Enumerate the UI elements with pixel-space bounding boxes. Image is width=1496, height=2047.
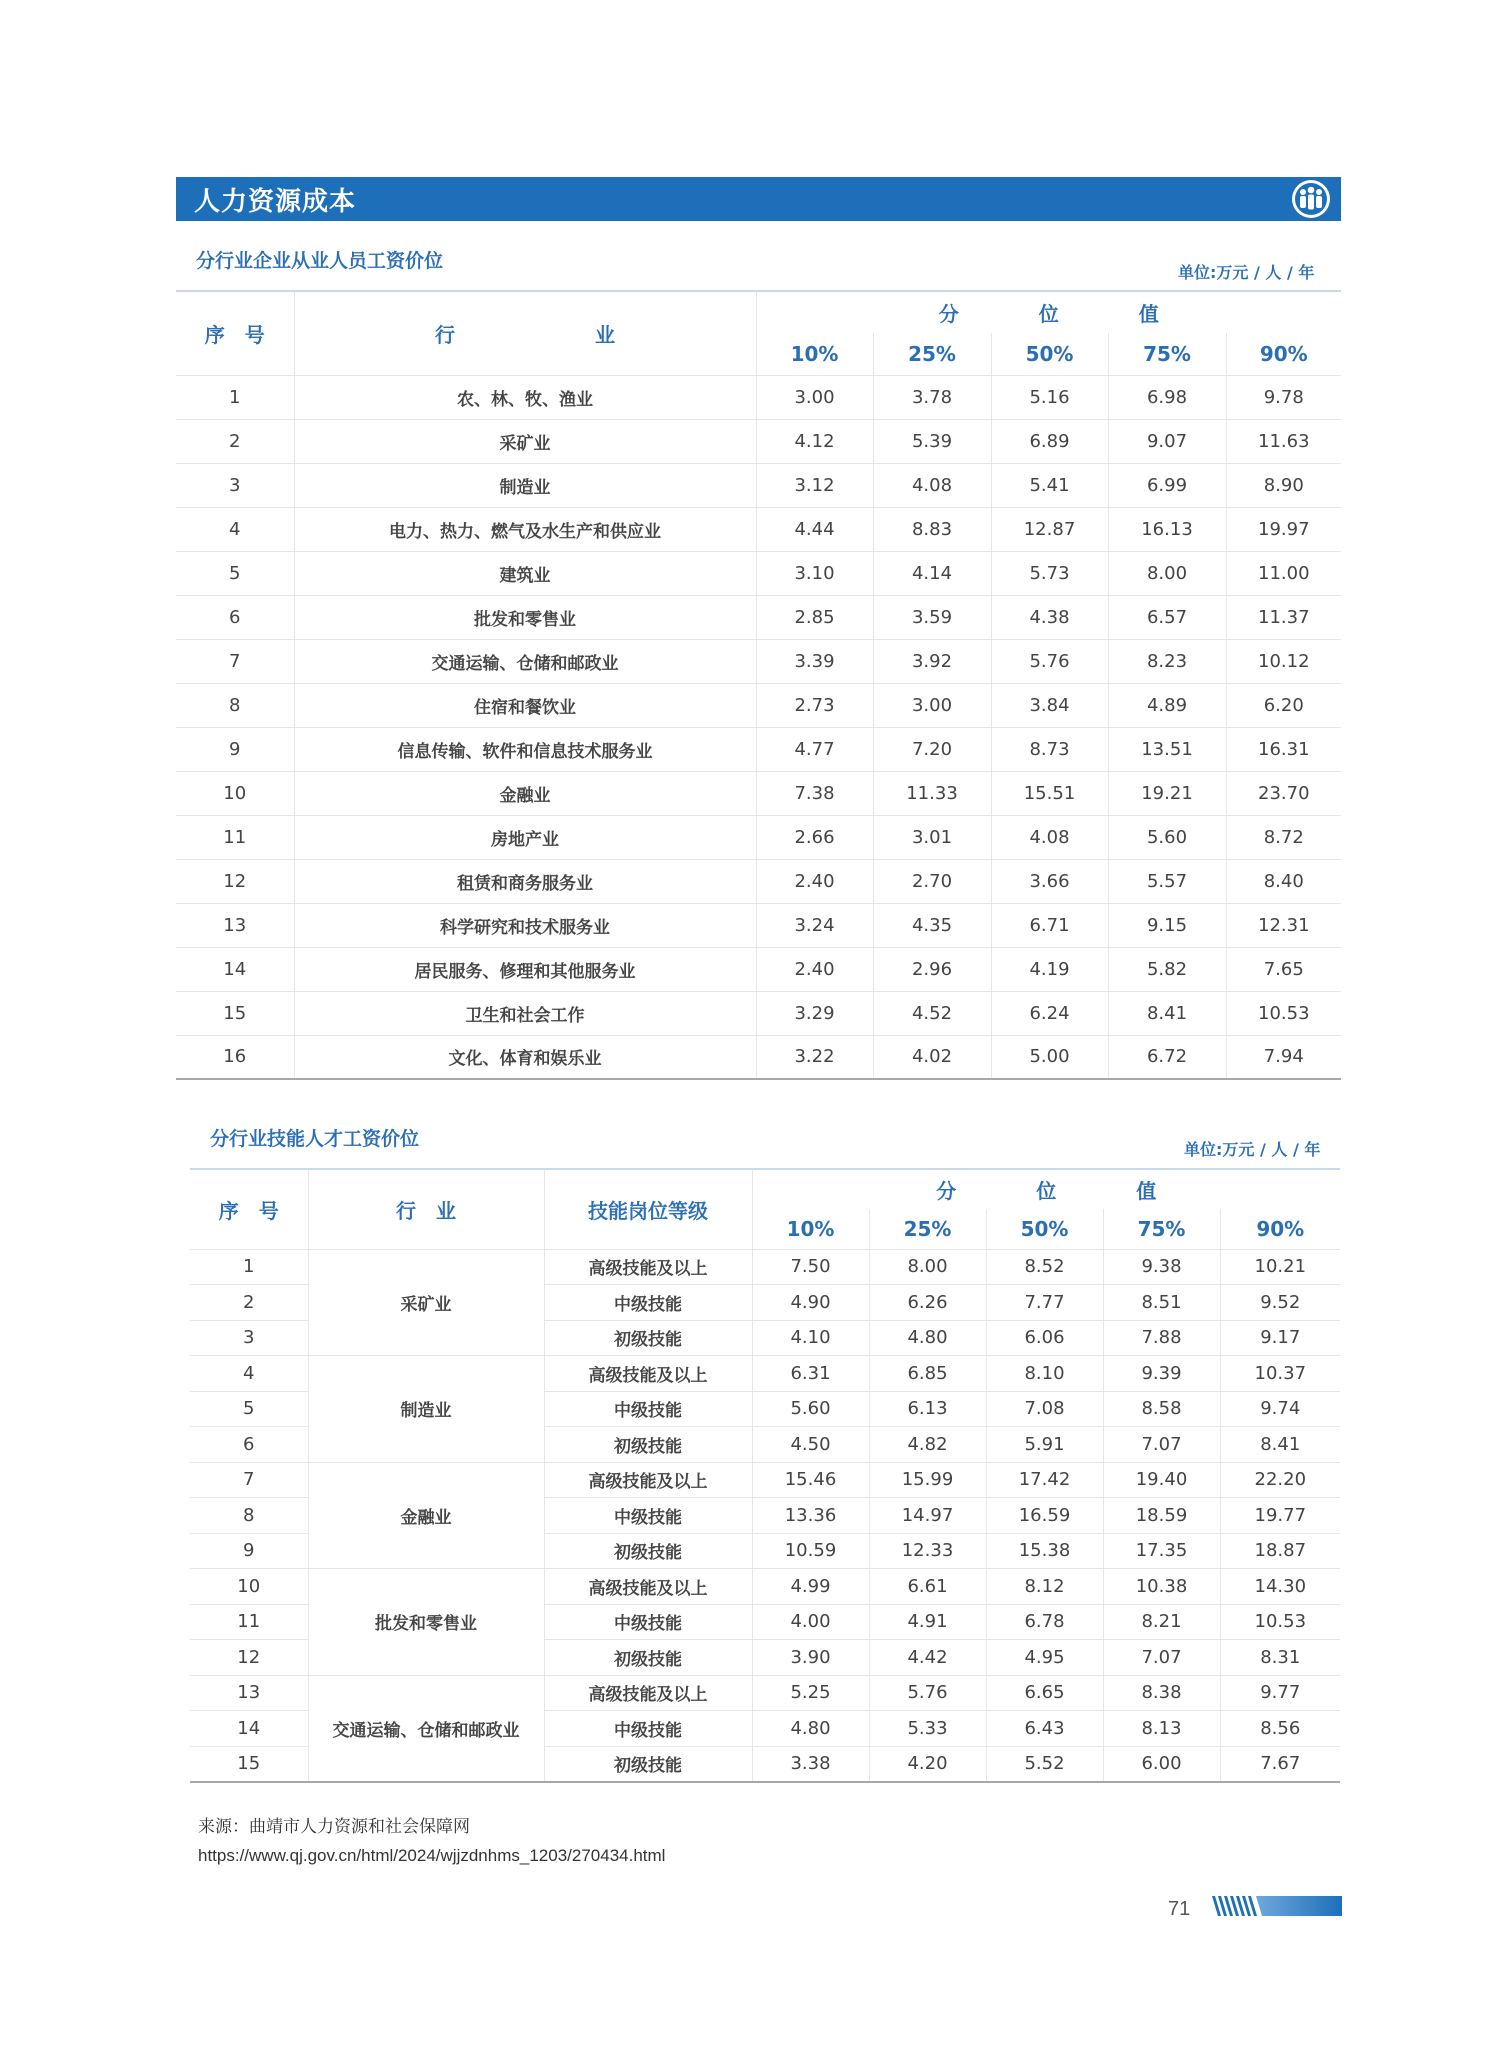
wage-value: 4.82 — [869, 1427, 986, 1463]
wage-value: 3.38 — [752, 1746, 869, 1782]
skill-level: 高级技能及以上 — [544, 1249, 752, 1285]
wage-value: 14.30 — [1220, 1569, 1340, 1605]
table-row — [176, 463, 1341, 507]
wage-value: 10.53 — [1226, 991, 1341, 1035]
percentile-header: 50% — [986, 1209, 1103, 1249]
wage-value: 5.41 — [991, 463, 1108, 507]
wage-value: 16.13 — [1108, 507, 1226, 551]
table-row — [176, 683, 1341, 727]
percentile-header: 25% — [873, 333, 991, 375]
wage-value: 8.00 — [1108, 551, 1226, 595]
wage-value: 9.78 — [1226, 375, 1341, 419]
wage-value: 6.78 — [986, 1604, 1103, 1640]
wage-value: 11.00 — [1226, 551, 1341, 595]
wage-value: 8.41 — [1220, 1427, 1340, 1463]
wage-value: 7.50 — [752, 1249, 869, 1285]
wage-value: 9.38 — [1103, 1249, 1220, 1285]
wage-value: 4.38 — [991, 595, 1108, 639]
percentile-header: 75% — [1108, 333, 1226, 375]
industry-wage-table — [176, 290, 1341, 1080]
wage-value: 9.07 — [1108, 419, 1226, 463]
row-number: 2 — [176, 419, 294, 463]
industry-name: 居民服务、修理和其他服务业 — [294, 947, 756, 991]
row-number: 3 — [176, 463, 294, 507]
wage-value: 2.85 — [756, 595, 873, 639]
wage-value: 11.33 — [873, 771, 991, 815]
wage-value: 8.90 — [1226, 463, 1341, 507]
wage-value: 6.43 — [986, 1711, 1103, 1747]
wage-value: 8.21 — [1103, 1604, 1220, 1640]
wage-value: 9.77 — [1220, 1675, 1340, 1711]
wage-value: 5.39 — [873, 419, 991, 463]
wage-value: 18.59 — [1103, 1498, 1220, 1534]
banner-title: 人力资源成本 — [194, 186, 357, 217]
row-number: 14 — [190, 1711, 308, 1747]
wage-value: 4.77 — [756, 727, 873, 771]
wage-value: 8.41 — [1108, 991, 1226, 1035]
skill-level: 中级技能 — [544, 1498, 752, 1534]
row-number: 4 — [190, 1356, 308, 1392]
wage-value: 8.13 — [1103, 1711, 1220, 1747]
wage-value: 4.02 — [873, 1035, 991, 1079]
wage-value: 4.80 — [869, 1320, 986, 1356]
wage-value: 4.08 — [991, 815, 1108, 859]
row-number: 11 — [176, 815, 294, 859]
wage-value: 3.00 — [873, 683, 991, 727]
table-row — [176, 947, 1341, 991]
wage-value: 3.90 — [752, 1640, 869, 1676]
wage-value: 7.88 — [1103, 1320, 1220, 1356]
table-row — [176, 551, 1341, 595]
wage-value: 5.25 — [752, 1675, 869, 1711]
row-number: 12 — [176, 859, 294, 903]
wage-value: 4.44 — [756, 507, 873, 551]
wage-value: 5.16 — [991, 375, 1108, 419]
wage-value: 2.96 — [873, 947, 991, 991]
wage-value: 6.00 — [1103, 1746, 1220, 1782]
table-row — [176, 815, 1341, 859]
wage-value: 4.89 — [1108, 683, 1226, 727]
wage-value: 5.76 — [869, 1675, 986, 1711]
row-number: 9 — [190, 1533, 308, 1569]
wage-value: 3.24 — [756, 903, 873, 947]
row-number: 15 — [176, 991, 294, 1035]
wage-value: 7.65 — [1226, 947, 1341, 991]
wage-value: 23.70 — [1226, 771, 1341, 815]
wage-value: 19.77 — [1220, 1498, 1340, 1534]
wage-value: 12.33 — [869, 1533, 986, 1569]
wage-value: 6.85 — [869, 1356, 986, 1392]
wage-value: 7.07 — [1103, 1640, 1220, 1676]
skill-wage-table — [190, 1168, 1340, 1783]
skill-level: 中级技能 — [544, 1711, 752, 1747]
industry-name: 制造业 — [294, 463, 756, 507]
skill-level: 中级技能 — [544, 1285, 752, 1321]
wage-value: 7.77 — [986, 1285, 1103, 1321]
wage-value: 8.83 — [873, 507, 991, 551]
industry-name: 批发和零售业 — [294, 595, 756, 639]
wage-value: 16.59 — [986, 1498, 1103, 1534]
percentile-group-header: 分 位 值 — [938, 302, 1159, 326]
skill-level: 初级技能 — [544, 1746, 752, 1782]
wage-value: 3.59 — [873, 595, 991, 639]
wage-value: 17.35 — [1103, 1533, 1220, 1569]
row-number: 3 — [190, 1320, 308, 1356]
row-number: 13 — [176, 903, 294, 947]
wage-value: 3.39 — [756, 639, 873, 683]
wage-value: 2.40 — [756, 947, 873, 991]
table-row — [176, 375, 1341, 419]
row-number: 2 — [190, 1285, 308, 1321]
wage-value: 10.37 — [1220, 1356, 1340, 1392]
source-note — [198, 1812, 665, 1870]
percentile-header: 75% — [1103, 1209, 1220, 1249]
table-row — [176, 1035, 1341, 1079]
wage-value: 3.92 — [873, 639, 991, 683]
wage-value: 16.31 — [1226, 727, 1341, 771]
row-number: 12 — [190, 1640, 308, 1676]
table-row — [176, 419, 1341, 463]
wage-value: 7.38 — [756, 771, 873, 815]
table-row — [176, 639, 1341, 683]
industry-header: 行 业 — [308, 1169, 544, 1249]
people-group-icon — [1291, 179, 1331, 219]
source-url: https://www.qj.gov.cn/html/2024/wjjzdnhms_1203/270434.html — [198, 1846, 666, 1865]
industry-header: 行 业 — [294, 291, 756, 375]
wage-value: 5.91 — [986, 1427, 1103, 1463]
skill-level: 中级技能 — [544, 1391, 752, 1427]
wage-value: 6.61 — [869, 1569, 986, 1605]
wage-value: 10.53 — [1220, 1604, 1340, 1640]
skill-level: 高级技能及以上 — [544, 1675, 752, 1711]
wage-value: 3.01 — [873, 815, 991, 859]
skill-level: 初级技能 — [544, 1427, 752, 1463]
skill-level-header: 技能岗位等级 — [544, 1169, 752, 1249]
wage-value: 8.52 — [986, 1249, 1103, 1285]
row-number: 8 — [190, 1498, 308, 1534]
wage-value: 18.87 — [1220, 1533, 1340, 1569]
wage-value: 8.73 — [991, 727, 1108, 771]
wage-value: 2.73 — [756, 683, 873, 727]
wage-value: 2.40 — [756, 859, 873, 903]
table-row — [190, 1462, 1340, 1498]
industry-name: 交通运输、仓储和邮政业 — [308, 1675, 544, 1782]
wage-value: 9.17 — [1220, 1320, 1340, 1356]
wage-value: 5.52 — [986, 1746, 1103, 1782]
wage-value: 15.99 — [869, 1462, 986, 1498]
wage-value: 4.12 — [756, 419, 873, 463]
wage-value: 6.98 — [1108, 375, 1226, 419]
table-row — [190, 1356, 1340, 1392]
wage-value: 4.14 — [873, 551, 991, 595]
wage-value: 6.71 — [991, 903, 1108, 947]
wage-value: 9.52 — [1220, 1285, 1340, 1321]
wage-value: 4.91 — [869, 1604, 986, 1640]
wage-value: 12.87 — [991, 507, 1108, 551]
wage-value: 7.08 — [986, 1391, 1103, 1427]
wage-value: 8.38 — [1103, 1675, 1220, 1711]
section-banner — [176, 177, 1341, 221]
table-row — [176, 903, 1341, 947]
wage-value: 3.22 — [756, 1035, 873, 1079]
wage-value: 3.12 — [756, 463, 873, 507]
wage-value: 6.24 — [991, 991, 1108, 1035]
row-number: 10 — [176, 771, 294, 815]
wage-value: 9.74 — [1220, 1391, 1340, 1427]
wage-value: 22.20 — [1220, 1462, 1340, 1498]
wage-value: 4.08 — [873, 463, 991, 507]
percentile-header: 90% — [1220, 1209, 1340, 1249]
section2-unit: 单位:万元 / 人 / 年 — [1184, 1140, 1321, 1159]
wage-value: 8.12 — [986, 1569, 1103, 1605]
percentile-header: 90% — [1226, 333, 1341, 375]
wage-value: 6.20 — [1226, 683, 1341, 727]
wage-value: 10.38 — [1103, 1569, 1220, 1605]
wage-value: 5.57 — [1108, 859, 1226, 903]
wage-value: 4.19 — [991, 947, 1108, 991]
industry-name: 房地产业 — [294, 815, 756, 859]
wage-value: 6.99 — [1108, 463, 1226, 507]
row-number: 16 — [176, 1035, 294, 1079]
row-number: 6 — [190, 1427, 308, 1463]
section1-title: 分行业企业从业人员工资价位 — [196, 250, 444, 272]
row-number: 8 — [176, 683, 294, 727]
wage-value: 4.52 — [873, 991, 991, 1035]
section1-unit: 单位:万元 / 人 / 年 — [1178, 263, 1315, 282]
row-number: 4 — [176, 507, 294, 551]
wage-value: 8.31 — [1220, 1640, 1340, 1676]
row-number: 9 — [176, 727, 294, 771]
industry-name: 农、林、牧、渔业 — [294, 375, 756, 419]
wage-value: 7.07 — [1103, 1427, 1220, 1463]
wage-value: 7.20 — [873, 727, 991, 771]
wage-value: 19.97 — [1226, 507, 1341, 551]
wage-value: 17.42 — [986, 1462, 1103, 1498]
wage-value: 6.57 — [1108, 595, 1226, 639]
wage-value: 15.46 — [752, 1462, 869, 1498]
wage-value: 8.58 — [1103, 1391, 1220, 1427]
industry-name: 信息传输、软件和信息技术服务业 — [294, 727, 756, 771]
wage-value: 6.89 — [991, 419, 1108, 463]
industry-name: 金融业 — [294, 771, 756, 815]
wage-value: 5.00 — [991, 1035, 1108, 1079]
wage-value: 5.73 — [991, 551, 1108, 595]
table-row — [190, 1249, 1340, 1285]
wage-value: 5.60 — [1108, 815, 1226, 859]
row-number: 14 — [176, 947, 294, 991]
wage-value: 5.60 — [752, 1391, 869, 1427]
percentile-group-header: 分 位 值 — [936, 1179, 1157, 1203]
wage-value: 6.06 — [986, 1320, 1103, 1356]
wage-value: 10.21 — [1220, 1249, 1340, 1285]
wage-value: 8.51 — [1103, 1285, 1220, 1321]
table-row — [176, 595, 1341, 639]
wage-value: 7.67 — [1220, 1746, 1340, 1782]
row-number: 6 — [176, 595, 294, 639]
wage-value: 8.56 — [1220, 1711, 1340, 1747]
industry-name: 文化、体育和娱乐业 — [294, 1035, 756, 1079]
industry-name: 电力、热力、燃气及水生产和供应业 — [294, 507, 756, 551]
wage-value: 5.33 — [869, 1711, 986, 1747]
wage-value: 4.80 — [752, 1711, 869, 1747]
wage-value: 3.10 — [756, 551, 873, 595]
wage-value: 4.90 — [752, 1285, 869, 1321]
wage-value: 15.38 — [986, 1533, 1103, 1569]
skill-level: 高级技能及以上 — [544, 1462, 752, 1498]
wage-value: 8.72 — [1226, 815, 1341, 859]
industry-name: 批发和零售业 — [308, 1569, 544, 1676]
seq-header: 序 号 — [190, 1169, 308, 1249]
wage-value: 3.00 — [756, 375, 873, 419]
wage-value: 3.29 — [756, 991, 873, 1035]
table-row — [176, 991, 1341, 1035]
wage-value: 12.31 — [1226, 903, 1341, 947]
skill-level: 初级技能 — [544, 1640, 752, 1676]
wage-value: 14.97 — [869, 1498, 986, 1534]
wage-value: 3.78 — [873, 375, 991, 419]
table-row — [176, 507, 1341, 551]
skill-level: 初级技能 — [544, 1533, 752, 1569]
industry-name: 采矿业 — [308, 1249, 544, 1356]
wage-value: 11.37 — [1226, 595, 1341, 639]
row-number: 7 — [190, 1462, 308, 1498]
row-number: 7 — [176, 639, 294, 683]
row-number: 5 — [190, 1391, 308, 1427]
percentile-header: 25% — [869, 1209, 986, 1249]
wage-value: 6.13 — [869, 1391, 986, 1427]
wage-value: 13.36 — [752, 1498, 869, 1534]
wage-value: 3.84 — [991, 683, 1108, 727]
wage-value: 4.10 — [752, 1320, 869, 1356]
industry-name: 采矿业 — [294, 419, 756, 463]
table-row — [190, 1569, 1340, 1605]
skill-level: 中级技能 — [544, 1604, 752, 1640]
table-row — [190, 1675, 1340, 1711]
row-number: 1 — [190, 1249, 308, 1285]
wage-value: 4.42 — [869, 1640, 986, 1676]
wage-value: 6.26 — [869, 1285, 986, 1321]
wage-value: 19.40 — [1103, 1462, 1220, 1498]
source-label: 来源：曲靖市人力资源和社会保障网 — [198, 1817, 470, 1836]
wage-value: 7.94 — [1226, 1035, 1341, 1079]
skill-level: 高级技能及以上 — [544, 1569, 752, 1605]
wage-value: 11.63 — [1226, 419, 1341, 463]
wage-value: 4.35 — [873, 903, 991, 947]
wage-value: 4.95 — [986, 1640, 1103, 1676]
wage-value: 5.82 — [1108, 947, 1226, 991]
wage-value: 19.21 — [1108, 771, 1226, 815]
percentile-header: 10% — [756, 333, 873, 375]
wage-value: 10.12 — [1226, 639, 1341, 683]
wage-value: 9.39 — [1103, 1356, 1220, 1392]
wage-value: 6.72 — [1108, 1035, 1226, 1079]
table-row — [176, 771, 1341, 815]
table-row — [176, 727, 1341, 771]
page-number: 71 — [1168, 1898, 1191, 1920]
row-number: 13 — [190, 1675, 308, 1711]
wage-value: 4.50 — [752, 1427, 869, 1463]
wage-value: 5.76 — [991, 639, 1108, 683]
row-number: 11 — [190, 1604, 308, 1640]
wage-value: 4.99 — [752, 1569, 869, 1605]
industry-name: 建筑业 — [294, 551, 756, 595]
industry-name: 交通运输、仓储和邮政业 — [294, 639, 756, 683]
skill-level: 初级技能 — [544, 1320, 752, 1356]
wage-value: 15.51 — [991, 771, 1108, 815]
wage-value: 8.23 — [1108, 639, 1226, 683]
row-number: 15 — [190, 1746, 308, 1782]
wage-value: 2.70 — [873, 859, 991, 903]
wage-value: 13.51 — [1108, 727, 1226, 771]
page-decoration-stripes — [1212, 1896, 1342, 1916]
wage-value: 8.10 — [986, 1356, 1103, 1392]
wage-value: 6.31 — [752, 1356, 869, 1392]
wage-value: 2.66 — [756, 815, 873, 859]
section2-title: 分行业技能人才工资价位 — [210, 1128, 420, 1150]
industry-name: 金融业 — [308, 1462, 544, 1569]
wage-value: 8.00 — [869, 1249, 986, 1285]
percentile-header: 10% — [752, 1209, 869, 1249]
row-number: 1 — [176, 375, 294, 419]
industry-name: 制造业 — [308, 1356, 544, 1463]
industry-name: 租赁和商务服务业 — [294, 859, 756, 903]
percentile-header: 50% — [991, 333, 1108, 375]
wage-value: 10.59 — [752, 1533, 869, 1569]
industry-name: 卫生和社会工作 — [294, 991, 756, 1035]
row-number: 5 — [176, 551, 294, 595]
wage-value: 8.40 — [1226, 859, 1341, 903]
wage-value: 4.20 — [869, 1746, 986, 1782]
industry-name: 科学研究和技术服务业 — [294, 903, 756, 947]
wage-value: 6.65 — [986, 1675, 1103, 1711]
wage-value: 9.15 — [1108, 903, 1226, 947]
wage-value: 3.66 — [991, 859, 1108, 903]
industry-name: 住宿和餐饮业 — [294, 683, 756, 727]
seq-header: 序 号 — [176, 291, 294, 375]
row-number: 10 — [190, 1569, 308, 1605]
wage-value: 4.00 — [752, 1604, 869, 1640]
skill-level: 高级技能及以上 — [544, 1356, 752, 1392]
table-row — [176, 859, 1341, 903]
